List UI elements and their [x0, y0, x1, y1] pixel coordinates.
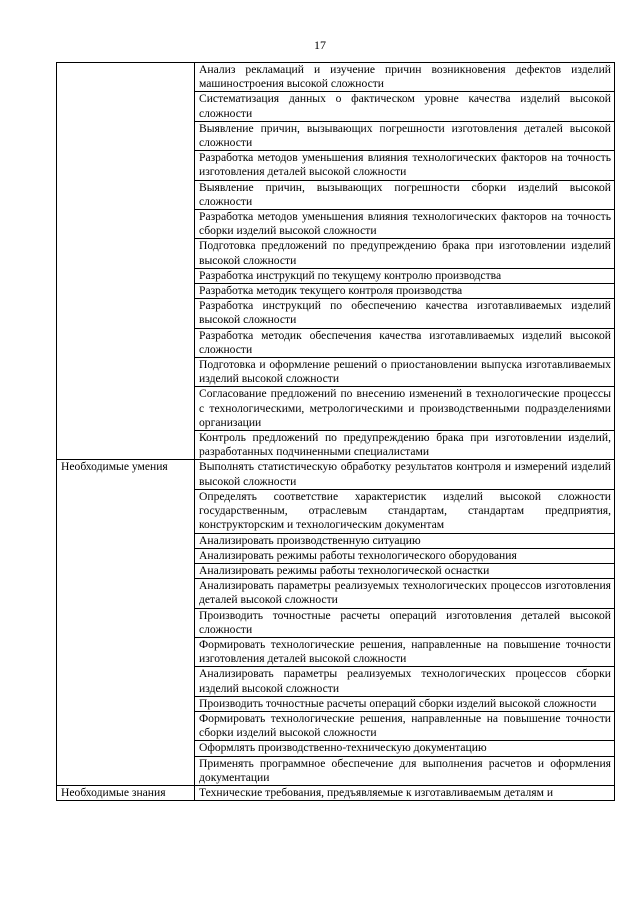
requirement-text: Подготовка и оформление решений о приостановлении выпуска изготавливаемых изделий высокой сложности: [195, 358, 615, 387]
requirement-text: Контроль предложений по предупреждению брака при изготовлении изделий, разработанных подчиненными специалистами: [195, 431, 615, 460]
requirement-text: Производить точностные расчеты операций сборки изделий высокой сложности: [195, 696, 615, 711]
requirement-text: Анализ рекламаций и изучение причин возникновения дефектов изделий машиностроения высокой сложности: [195, 63, 615, 92]
requirement-text: Анализировать режимы работы технологического оборудования: [195, 548, 615, 563]
requirement-text: Технические требования, предъявляемые к изготавливаемым деталям и: [195, 785, 615, 800]
requirement-text: Разработка инструкций по обеспечению качества изготавливаемых изделий высокой сложности: [195, 299, 615, 328]
table-row: [57, 785, 615, 800]
requirement-text: Определять соответствие характеристик изделий высокой сложности государственным, отраслевым стандартам, стандартам предприятия, конструкторским и технологическим документам: [195, 489, 615, 533]
requirement-text: Анализировать производственную ситуацию: [195, 533, 615, 548]
requirement-text: Производить точностные расчеты операций изготовления деталей высокой сложности: [195, 608, 615, 637]
table-row: [57, 63, 615, 92]
requirement-text: Анализировать параметры реализуемых технологических процессов сборки изделий высокой сложности: [195, 667, 615, 696]
requirement-text: Анализировать режимы работы технологической оснастки: [195, 563, 615, 578]
requirement-text: Анализировать параметры реализуемых технологических процессов изготовления деталей высокой сложности: [195, 579, 615, 608]
requirement-text: Разработка методик текущего контроля производства: [195, 284, 615, 299]
requirement-text: Оформлять производственно-техническую документацию: [195, 741, 615, 756]
requirement-text: Выявление причин, вызывающих погрешности изготовления деталей высокой сложности: [195, 121, 615, 150]
requirement-text: Систематизация данных о фактическом уровне качества изделий высокой сложности: [195, 92, 615, 121]
requirement-text: Разработка методов уменьшения влияния технологических факторов на точность сборки изделий высокой сложности: [195, 210, 615, 239]
section-label: Необходимые умения: [57, 460, 195, 785]
table-row: [57, 460, 615, 489]
requirement-text: Выявление причин, вызывающих погрешности сборки изделий высокой сложности: [195, 180, 615, 209]
requirement-text: Подготовка предложений по предупреждению брака при изготовлении изделий высокой сложности: [195, 239, 615, 268]
section-label: Необходимые знания: [57, 785, 195, 800]
page-number: 17: [314, 38, 326, 52]
requirement-text: Согласование предложений по внесению изменений в технологические процессы с технологическими, метрологическими и производственными подразделениями организации: [195, 387, 615, 431]
requirement-text: Формировать технологические решения, направленные на повышение точности изготовления деталей высокой сложности: [195, 637, 615, 666]
competency-table: [56, 62, 615, 801]
section-label: [57, 63, 195, 460]
requirement-text: Разработка методик обеспечения качества изготавливаемых изделий высокой сложности: [195, 328, 615, 357]
requirement-text: Формировать технологические решения, направленные на повышение точности сборки изделий высокой сложности: [195, 711, 615, 740]
requirement-text: Применять программное обеспечение для выполнения расчетов и оформления документации: [195, 756, 615, 785]
requirement-text: Разработка методов уменьшения влияния технологических факторов на точность изготовления деталей высокой сложности: [195, 151, 615, 180]
requirement-text: Разработка инструкций по текущему контролю производства: [195, 268, 615, 283]
requirement-text: Выполнять статистическую обработку результатов контроля и измерений изделий высокой сложности: [195, 460, 615, 489]
